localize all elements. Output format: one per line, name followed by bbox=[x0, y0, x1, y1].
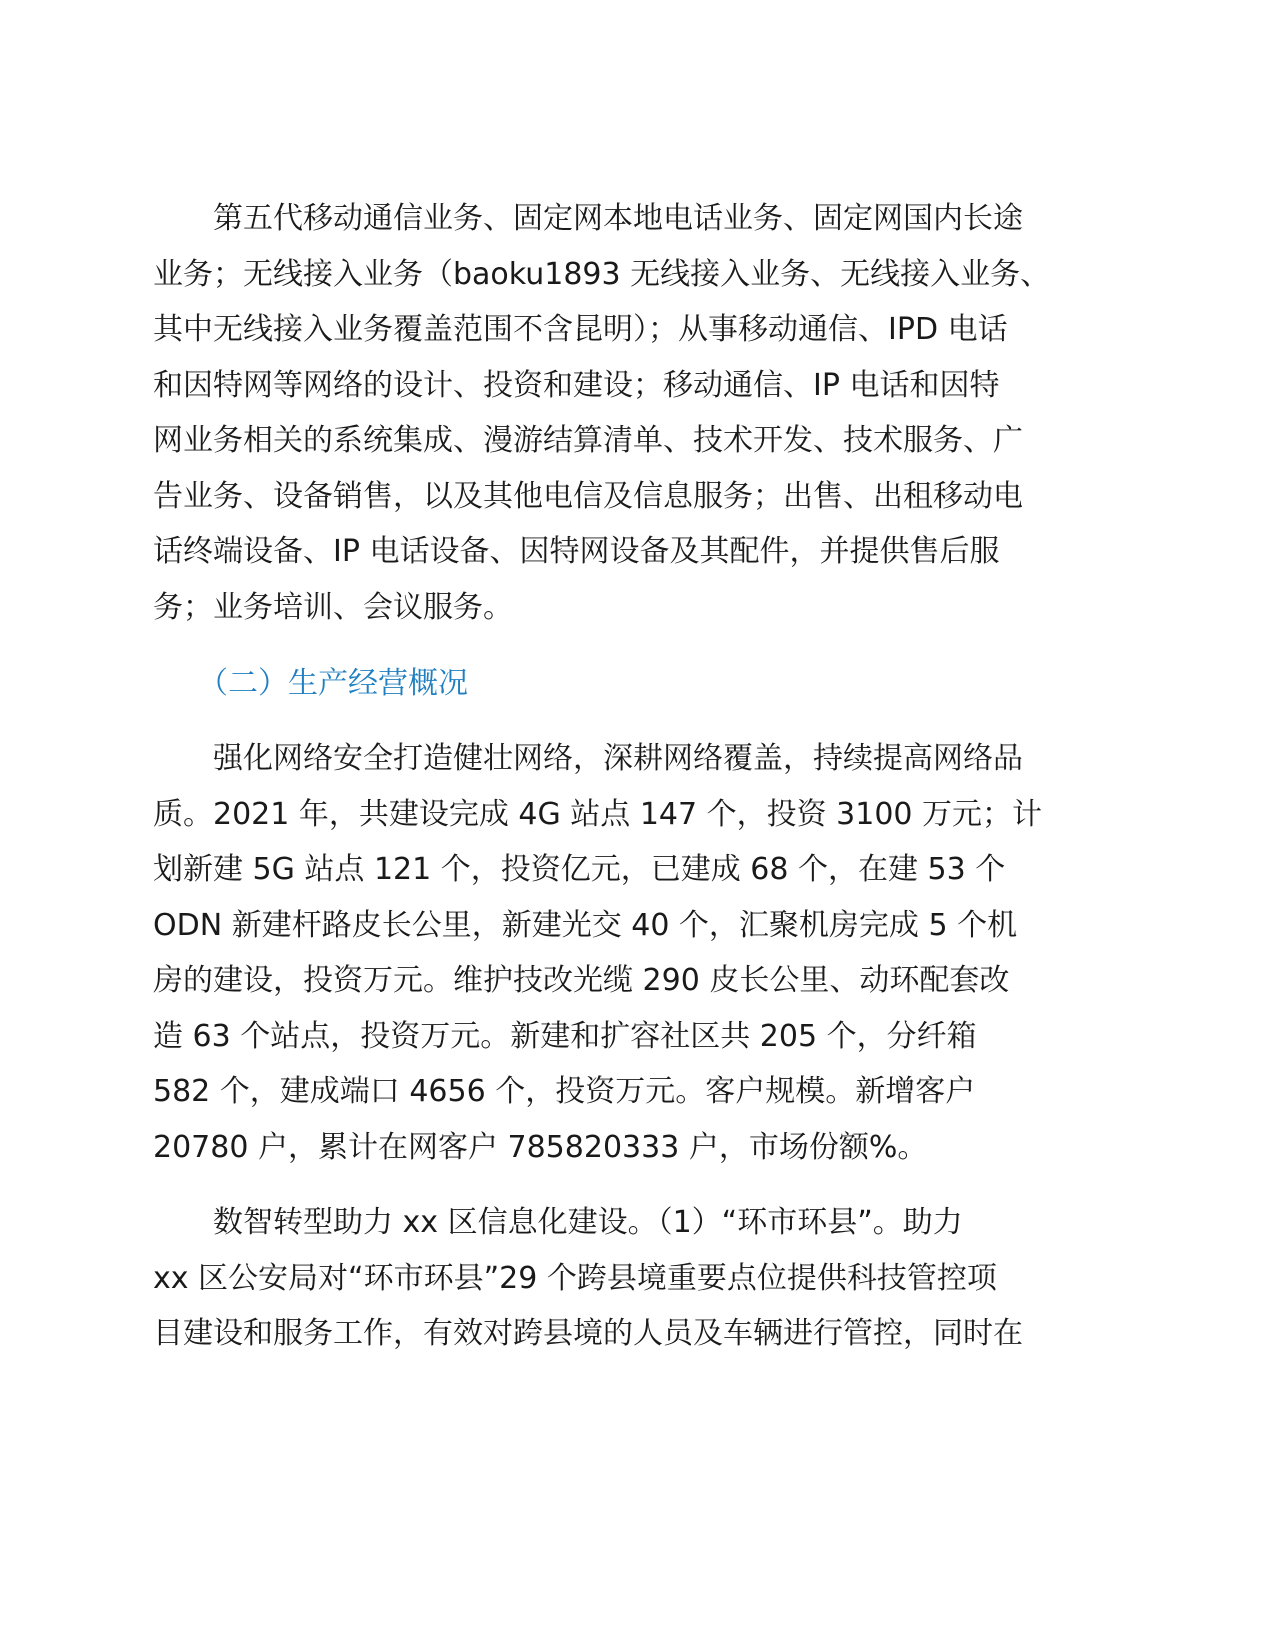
paragraph-1-line-2: 业务；无线接入业务（baoku1893 无线接入业务、无线接入业务、 bbox=[153, 257, 1051, 292]
paragraph-1-line-5: 网业务相关的系统集成、漫游结算清单、技术开发、技术服务、广 bbox=[153, 423, 1023, 458]
paragraph-2-line-8: 20780 户，累计在网客户 785820333 户，市场份额%。 bbox=[153, 1130, 928, 1165]
paragraph-1-line-3: 其中无线接入业务覆盖范围不含昆明）；从事移动通信、IPD 电话 bbox=[153, 312, 1008, 347]
paragraph-3-line-3: 目建设和服务工作，有效对跨县境的人员及车辆进行管控，同时在 bbox=[153, 1316, 1023, 1351]
paragraph-2-line-3: 划新建 5G 站点 121 个，投资亿元，已建成 68 个，在建 53 个 bbox=[153, 852, 1006, 887]
paragraph-2-line-1: 强化网络安全打造健壮网络，深耕网络覆盖，持续提高网络品 bbox=[153, 741, 1023, 776]
paragraph-2-line-7: 582 个，建成端口 4656 个，投资万元。客户规模。新增客户 bbox=[153, 1074, 976, 1109]
paragraph-3-line-2: xx 区公安局对“环市环县”29 个跨县境重要点位提供科技管控项 bbox=[153, 1261, 997, 1296]
paragraph-1-line-4: 和因特网等网络的设计、投资和建设；移动通信、IP 电话和因特 bbox=[153, 368, 1000, 403]
paragraph-1-line-1: 第五代移动通信业务、固定网本地电话业务、固定网国内长途 bbox=[153, 201, 1023, 236]
paragraph-3-line-1: 数智转型助力 xx 区信息化建设。（1）“环市环县”。助力 bbox=[153, 1205, 963, 1240]
paragraph-1-line-7: 话终端设备、IP 电话设备、因特网设备及其配件，并提供售后服 bbox=[153, 534, 1000, 569]
paragraph-2-line-6: 造 63 个站点，投资万元。新建和扩容社区共 205 个，分纤箱 bbox=[153, 1019, 977, 1054]
paragraph-1-line-6: 告业务、设备销售，以及其他电信及信息服务；出售、出租移动电 bbox=[153, 479, 1023, 514]
paragraph-2-line-5: 房的建设，投资万元。维护技改光缆 290 皮长公里、动环配套改 bbox=[153, 963, 1010, 998]
section-heading: （二）生产经营概况 bbox=[153, 666, 468, 701]
paragraph-2-line-4: ODN 新建杆路皮长公里，新建光交 40 个，汇聚机房完成 5 个机 bbox=[153, 908, 1018, 943]
paragraph-2-line-2: 质。2021 年，共建设完成 4G 站点 147 个，投资 3100 万元；计 bbox=[153, 797, 1043, 832]
paragraph-1-line-8: 务；业务培训、会议服务。 bbox=[153, 590, 513, 625]
